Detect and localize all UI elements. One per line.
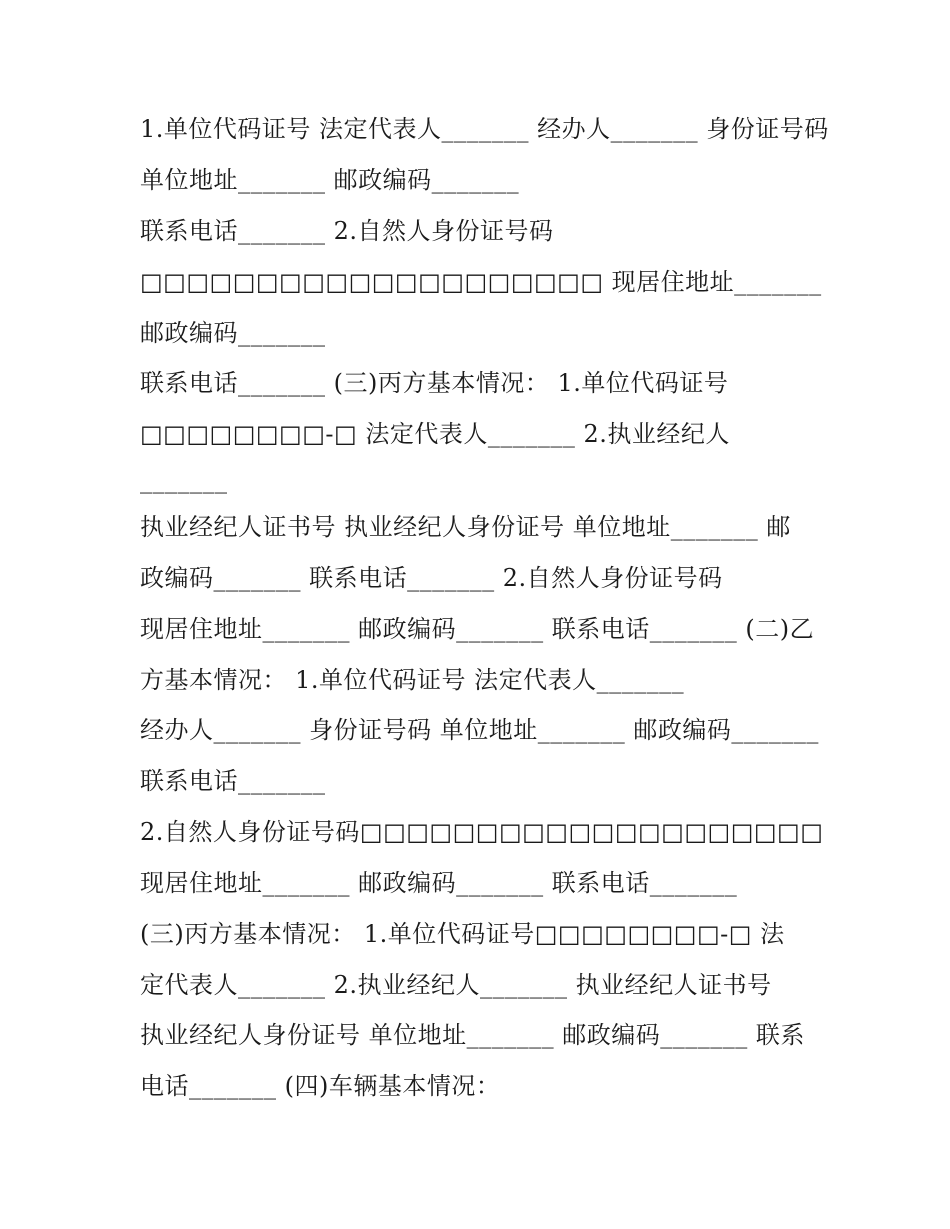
text-line-14: 联系电话_______ — [140, 767, 326, 795]
text-line-12: 方基本情况： 1.单位代码证号 法定代表人_______ — [140, 666, 685, 694]
text-line-15: 2.自然人身份证号码□□□□□□□□□□□□□□□□□□□□ — [140, 818, 824, 846]
text-line-11: 现居住地址_______ 邮政编码_______ 联系电话_______ (二)乙 — [140, 615, 815, 643]
text-line-3: 联系电话_______ 2.自然人身份证号码 — [140, 217, 554, 245]
text-line-10: 政编码_______ 联系电话_______ 2.自然人身份证号码 — [140, 564, 723, 592]
text-line-1: 1.单位代码证号 法定代表人_______ 经办人_______ 身份证号码 — [140, 115, 829, 143]
text-line-8: _______ — [140, 466, 228, 494]
text-line-17: (三)丙方基本情况： 1.单位代码证号□□□□□□□□-□ 法 — [140, 920, 785, 948]
text-line-20: 电话_______ (四)车辆基本情况： — [140, 1072, 501, 1100]
text-line-6: 联系电话_______ (三)丙方基本情况： 1.单位代码证号 — [140, 369, 729, 397]
text-line-13: 经办人_______ 身份证号码 单位地址_______ 邮政编码_______ — [140, 716, 819, 744]
text-line-18: 定代表人_______ 2.执业经纪人_______ 执业经纪人证书号 — [140, 971, 772, 999]
text-line-9: 执业经纪人证书号 执业经纪人身份证号 单位地址_______ 邮 — [140, 513, 791, 541]
text-line-5: 邮政编码_______ — [140, 319, 326, 347]
text-line-16: 现居住地址_______ 邮政编码_______ 联系电话_______ — [140, 869, 738, 897]
text-line-4: □□□□□□□□□□□□□□□□□□□□ 现居住地址_______ — [140, 268, 822, 296]
text-line-19: 执业经纪人身份证号 单位地址_______ 邮政编码_______ 联系 — [140, 1021, 805, 1049]
text-line-7: □□□□□□□□-□ 法定代表人_______ 2.执业经纪人 — [140, 420, 730, 448]
text-line-2: 单位地址_______ 邮政编码_______ — [140, 166, 520, 194]
